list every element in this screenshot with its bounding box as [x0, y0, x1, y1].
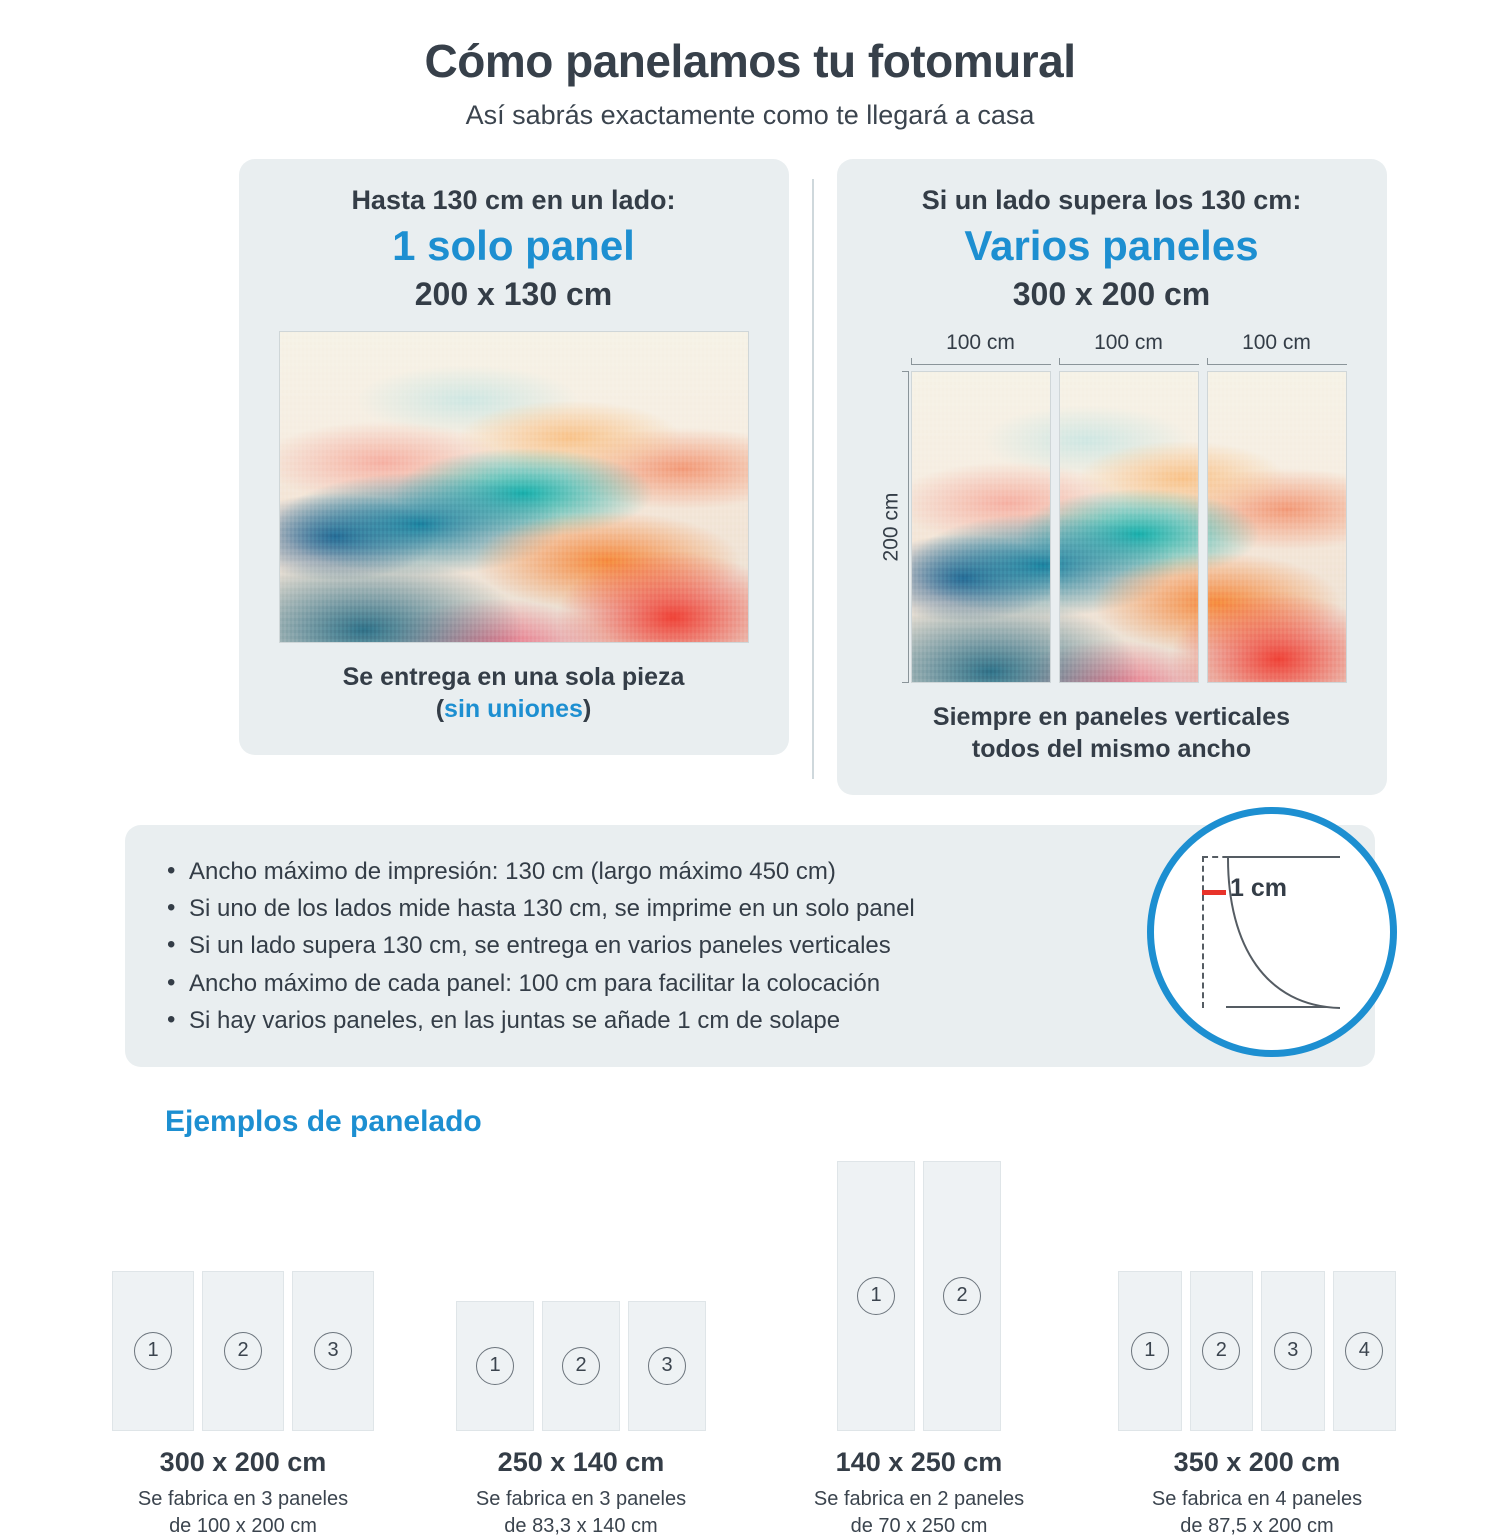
panel-number-badge: 3	[314, 1332, 352, 1370]
single-panel-footer-paren-open: (	[435, 695, 445, 723]
example-panels-2	[442, 1161, 720, 1431]
panel-number-badge: 2	[562, 1347, 600, 1385]
note-item: • Si hay varios paneles, en las juntas se añade 1 cm de solape	[165, 1002, 1335, 1039]
mural-panel-2	[1059, 371, 1199, 683]
examples-title: Ejemplos de panelado	[165, 1104, 482, 1138]
example-description-line2: de 100 x 200 cm	[169, 1514, 317, 1537]
multi-panel-card	[837, 159, 1387, 795]
mural-preview-panels	[877, 371, 1347, 683]
example-panels-1	[104, 1161, 382, 1431]
mural-texture-overlay	[1060, 372, 1198, 682]
example-description-line1: Se fabrica en 3 paneles	[137, 1487, 349, 1510]
panel-number-badge: 2	[943, 1277, 981, 1315]
overlap-marker	[1202, 890, 1226, 895]
overlap-diagram-inner	[1154, 814, 1390, 1050]
single-panel-footer-paren-close: )	[582, 695, 592, 723]
example-description-line1: Se fabrica en 3 paneles	[475, 1487, 687, 1510]
panel-number-badge: 3	[648, 1347, 686, 1385]
example-description-line2: de 83,3 x 140 cm	[504, 1514, 658, 1537]
example-description-line2: de 87,5 x 200 cm	[1180, 1514, 1334, 1537]
panel-height-label-text: 200 cm	[879, 492, 903, 562]
example-panels-4	[1118, 1161, 1396, 1431]
note-item: • Ancho máximo de cada panel: 100 cm para facilitar la colocación	[165, 965, 1335, 1002]
panel-number-badge: 2	[224, 1332, 262, 1370]
height-axis-line	[908, 371, 909, 683]
mural-panel-1	[911, 371, 1051, 683]
note-item: • Si uno de los lados mide hasta 130 cm, se imprime en un solo panel	[165, 890, 1335, 927]
page-title: Cómo panelamos tu fotomural	[424, 35, 1076, 87]
example-dimensions: 140 x 250 cm	[835, 1446, 1003, 1477]
mural-preview-single	[279, 331, 749, 643]
single-panel-footer-accent: sin uniones	[444, 695, 583, 723]
multi-panel-footer-line1: Siempre en paneles verticales	[932, 703, 1291, 731]
mural-panel-3	[1207, 371, 1347, 683]
panel-width-labels	[877, 331, 1347, 365]
header	[0, 0, 1500, 131]
panel-number-badge: 4	[1345, 1332, 1383, 1370]
example-panel	[1118, 1271, 1182, 1431]
example-card-4	[1118, 1161, 1396, 1540]
panel-number-badge: 1	[1131, 1332, 1169, 1370]
example-panel	[292, 1271, 374, 1431]
example-card-2	[442, 1161, 720, 1540]
multi-panel-card-footer	[861, 701, 1363, 765]
example-panel	[112, 1271, 194, 1431]
panel-number-badge: 1	[134, 1332, 172, 1370]
example-description-line2: de 70 x 250 cm	[850, 1514, 988, 1537]
panel-number-badge: 3	[1274, 1332, 1312, 1370]
example-panel	[628, 1301, 706, 1431]
notes-section	[125, 825, 1375, 1067]
multi-panel-footer-line2: todos del mismo ancho	[971, 735, 1252, 763]
example-dimensions: 250 x 140 cm	[497, 1446, 665, 1477]
examples-row	[0, 1161, 1500, 1540]
example-panel	[202, 1271, 284, 1431]
example-description	[780, 1486, 1058, 1540]
mural-texture-overlay	[280, 332, 748, 642]
mural-texture-overlay	[1208, 372, 1346, 682]
multi-panel-card-dimensions: 300 x 200 cm	[1012, 276, 1211, 312]
single-panel-footer-line1: Se entrega en una sola pieza	[342, 663, 685, 691]
example-description	[1118, 1486, 1396, 1540]
note-item: • Si un lado supera 130 cm, se entrega en varios paneles verticales	[165, 927, 1335, 964]
example-dimensions: 350 x 200 cm	[1173, 1446, 1341, 1477]
overlap-label: 1 cm	[1230, 874, 1287, 902]
overlap-guide-left	[1202, 856, 1204, 1008]
mural-texture-overlay	[912, 372, 1050, 682]
example-description	[442, 1486, 720, 1540]
panel-width-label-1: 100 cm	[911, 331, 1051, 365]
example-card-1	[104, 1161, 382, 1540]
example-panel	[837, 1161, 915, 1431]
example-description-line1: Se fabrica en 4 paneles	[1151, 1487, 1363, 1510]
single-panel-card-footer	[263, 661, 765, 725]
single-panel-card-title: Hasta 130 cm en un lado:	[351, 185, 676, 215]
panel-number-badge: 2	[1202, 1332, 1240, 1370]
note-item: • Ancho máximo de impresión: 130 cm (largo máximo 450 cm)	[165, 853, 1335, 890]
multi-panel-card-highlight: Varios paneles	[964, 222, 1259, 269]
single-panel-card	[239, 159, 789, 755]
cards-divider	[812, 179, 814, 779]
panel-number-badge: 1	[476, 1347, 514, 1385]
example-description	[104, 1486, 382, 1540]
comparison-cards	[0, 159, 1500, 795]
panel-height-label	[875, 371, 909, 683]
multi-panel-card-title: Si un lado supera los 130 cm:	[921, 185, 1302, 215]
example-description-line1: Se fabrica en 2 paneles	[813, 1487, 1025, 1510]
overlap-diagram	[1147, 807, 1397, 1057]
panel-number-badge: 1	[857, 1277, 895, 1315]
example-panel	[923, 1161, 1001, 1431]
example-panel	[1333, 1271, 1397, 1431]
example-card-3	[780, 1161, 1058, 1540]
example-panels-3	[780, 1161, 1058, 1431]
panel-width-label-2: 100 cm	[1059, 331, 1199, 365]
example-panel	[542, 1301, 620, 1431]
panel-width-label-3: 100 cm	[1207, 331, 1347, 365]
single-panel-card-dimensions: 200 x 130 cm	[414, 276, 613, 312]
example-panel	[1261, 1271, 1325, 1431]
example-panel	[456, 1301, 534, 1431]
example-panel	[1190, 1271, 1254, 1431]
example-dimensions: 300 x 200 cm	[159, 1446, 327, 1477]
single-panel-card-highlight: 1 solo panel	[392, 222, 635, 269]
page-subtitle: Así sabrás exactamente como te llegará a casa	[465, 100, 1035, 130]
